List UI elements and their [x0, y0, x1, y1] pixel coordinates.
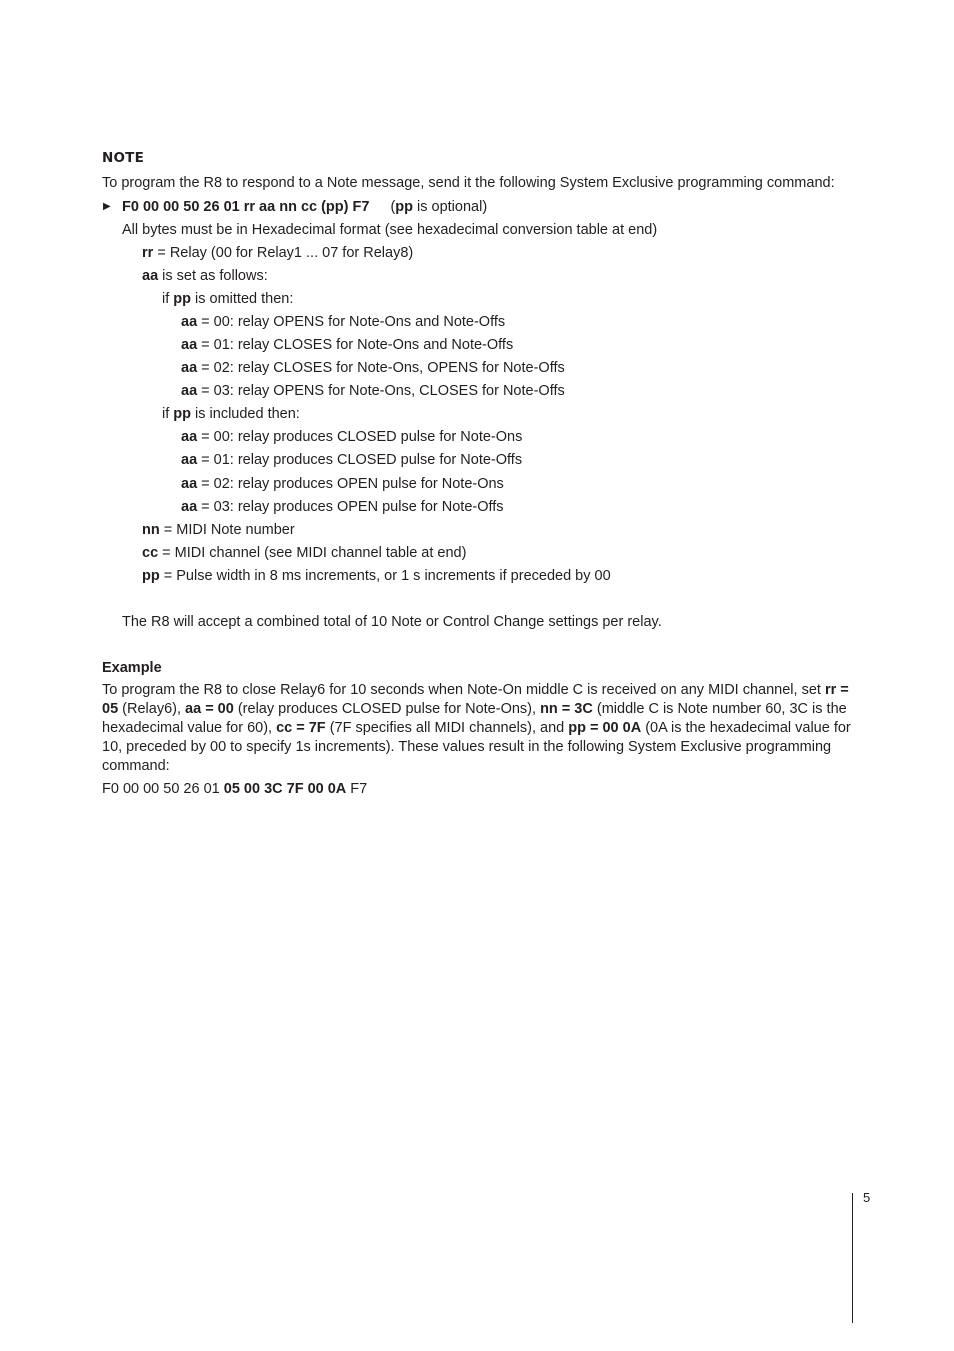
command-line [122, 198, 487, 217]
optional-open: ( [390, 199, 396, 215]
cc-setting: cc = 7F [276, 720, 326, 736]
text: (Relay6), [118, 701, 186, 717]
command-values: 05 00 3C 7F 00 0A [223, 781, 347, 797]
example-heading: Example [102, 660, 162, 676]
list-item [181, 428, 522, 447]
nn-definition [142, 521, 295, 540]
section-heading: NOTE [102, 150, 145, 166]
example-line-2 [102, 700, 854, 719]
example-line-4: 10, preceded by 00 to specify 1s increments). These values result in the following System Exclusive programming [102, 739, 832, 755]
item-text: = 01: relay CLOSES for Note-Ons and Note-Offs [197, 337, 514, 353]
example-line-1 [102, 681, 854, 700]
pp-text: = Pulse width in 8 ms increments, or 1 s increments if preceded by 00 [159, 568, 611, 584]
aa-key: aa [181, 337, 198, 353]
item-text: = 00: relay OPENS for Note-Ons and Note-Offs [197, 314, 506, 330]
cc-text: = MIDI channel (see MIDI channel table at end) [158, 545, 467, 561]
rr-text: = Relay (00 for Relay1 ... 07 for Relay8) [153, 245, 414, 261]
example-line-5: command: [102, 758, 170, 774]
text: To program the R8 to close Relay6 for 10 seconds when Note-On middle C is received on any MIDI channel, set [102, 682, 825, 698]
example-paragraph [102, 681, 854, 776]
text: (middle C is Note number 60, 3C is the [592, 701, 847, 717]
list-item [181, 451, 522, 470]
item-text: = 02: relay CLOSES for Note-Ons, OPENS for Note-Offs [197, 360, 565, 376]
text: (7F specifies all MIDI channels), and [325, 720, 569, 736]
aa-key: aa [181, 383, 198, 399]
example-line-3 [102, 719, 854, 738]
condition-prefix: if [162, 406, 174, 422]
cc-definition [142, 544, 466, 563]
item-text: = 01: relay produces CLOSED pulse for Note-Offs [197, 452, 523, 468]
aa-setting: aa = 00 [185, 701, 234, 717]
nn-text: = MIDI Note number [159, 522, 295, 538]
list-item [181, 359, 565, 378]
rr-definition [142, 244, 413, 263]
command-suffix: F7 [346, 781, 368, 797]
pp-definition [142, 567, 611, 586]
item-text: = 03: relay produces OPEN pulse for Note-Offs [197, 499, 504, 515]
intro-text: To program the R8 to respond to a Note message, send it the following System Exclusive programming command: [102, 175, 835, 191]
pp-key: pp [142, 568, 160, 584]
pp-key: pp [173, 406, 191, 422]
rr-setting: rr = [824, 682, 849, 698]
list-item [181, 498, 504, 517]
aa-key: aa [181, 499, 198, 515]
aa-key: aa [181, 429, 198, 445]
aa-key: aa [181, 360, 198, 376]
list-item [181, 313, 505, 332]
command-code: F0 00 00 50 26 01 rr aa nn cc (pp) F7 [122, 199, 370, 215]
pp-setting: pp = 00 0A [568, 720, 642, 736]
aa-intro-text: is set as follows: [158, 268, 268, 284]
list-item [181, 475, 504, 494]
pp-included-condition [162, 405, 300, 424]
condition-prefix: if [162, 291, 174, 307]
nn-setting: nn = 3C [540, 701, 593, 717]
page-number: 5 [863, 1190, 871, 1205]
text: (relay produces CLOSED pulse for Note-Ons), [233, 701, 541, 717]
aa-intro [142, 267, 268, 286]
condition-text: is included then: [191, 406, 300, 422]
aa-key: aa [181, 476, 198, 492]
page-margin-rule [852, 1193, 853, 1323]
aa-key: aa [181, 452, 198, 468]
text: hexadecimal value for 60), [102, 720, 277, 736]
command-prefix: F0 00 00 50 26 01 [102, 781, 224, 797]
rr-value: 05 [102, 701, 119, 717]
bullet-arrow-icon: ▶ [103, 201, 111, 212]
all-bytes-note: All bytes must be in Hexadecimal format (see hexadecimal conversion table at end) [122, 222, 658, 238]
list-item [181, 382, 565, 401]
rr-key: rr [142, 245, 154, 261]
item-text: = 03: relay OPENS for Note-Ons, CLOSES for Note-Offs [197, 383, 565, 399]
text: (0A is the hexadecimal value for [641, 720, 851, 736]
condition-text: is omitted then: [191, 291, 294, 307]
item-text: = 02: relay produces OPEN pulse for Note-Ons [197, 476, 504, 492]
pp-omitted-condition [162, 290, 293, 309]
list-item [181, 336, 513, 355]
optional-note: is optional) [413, 199, 488, 215]
cc-key: cc [142, 545, 159, 561]
aa-key: aa [181, 314, 198, 330]
optional-key: pp [395, 199, 413, 215]
nn-key: nn [142, 522, 160, 538]
accept-note: The R8 will accept a combined total of 10 Note or Control Change settings per relay. [122, 614, 662, 630]
pp-key: pp [173, 291, 191, 307]
aa-key: aa [142, 268, 159, 284]
final-command [102, 780, 367, 799]
item-text: = 00: relay produces CLOSED pulse for Note-Ons [197, 429, 523, 445]
